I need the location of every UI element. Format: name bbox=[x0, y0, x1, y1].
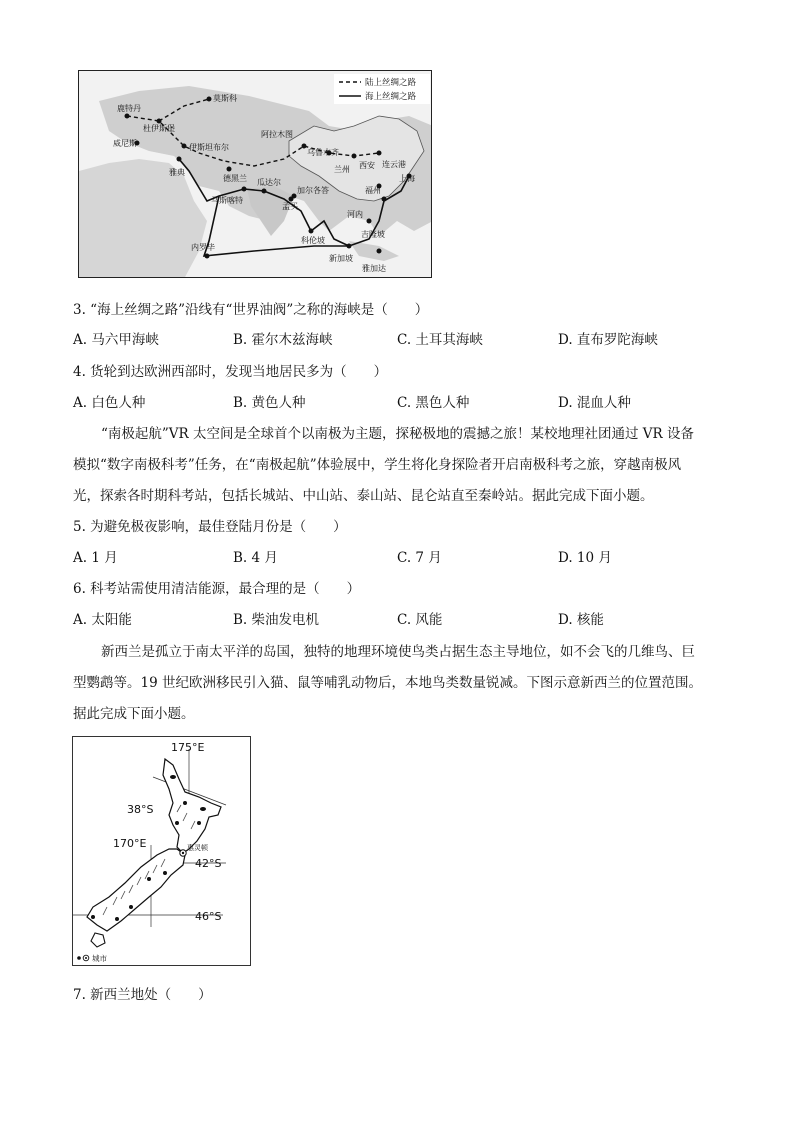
label-singapore: 新加坡 bbox=[329, 254, 353, 263]
label-gwadar: 瓜达尔 bbox=[257, 178, 281, 187]
label-lat-46: 46°S bbox=[195, 910, 222, 923]
label-lon-170: 170°E bbox=[113, 837, 147, 850]
north-island bbox=[163, 759, 221, 853]
label-mumbai: 孟买 bbox=[282, 202, 298, 211]
legend-sea-label: 海上丝绸之路 bbox=[365, 92, 417, 102]
label-hanoi: 河内 bbox=[347, 210, 363, 219]
label-lianyungang: 连云港 bbox=[382, 160, 406, 169]
q6-option-c[interactable]: C. 风能 bbox=[397, 612, 443, 628]
map1-legend bbox=[334, 74, 430, 104]
q3-stem: 3. “海上丝绸之路”沿线有“世界油阀”之称的海峡是（ ） bbox=[73, 302, 429, 318]
q5-option-a[interactable]: A. 1 月 bbox=[73, 550, 118, 566]
label-shanghai: 上海 bbox=[399, 174, 415, 183]
label-lat-38: 38°S bbox=[127, 803, 154, 816]
label-muscat: 马斯喀特 bbox=[211, 196, 243, 205]
q6-option-d[interactable]: D. 核能 bbox=[558, 612, 604, 628]
label-kolkata: 加尔各答 bbox=[297, 186, 329, 195]
label-xian: 西安 bbox=[359, 161, 375, 170]
passage1-line3: 光，探索各时期科考站，包括长城站、中山站、泰山站、昆仑站直至秦岭站。据此完成下面小题。 bbox=[73, 488, 654, 504]
new-zealand-map-svg bbox=[73, 737, 251, 966]
label-rotterdam: 鹿特丹 bbox=[117, 104, 141, 113]
label-istanbul: 伊斯坦布尔 bbox=[189, 143, 229, 152]
q5-stem: 5. 为避免极夜影响，最佳登陆月份是（ ） bbox=[73, 519, 347, 535]
label-nairobi: 内罗毕 bbox=[191, 243, 215, 252]
q6-option-b[interactable]: B. 柴油发电机 bbox=[233, 612, 320, 628]
stewart-island bbox=[91, 933, 105, 947]
q3-option-d[interactable]: D. 直布罗陀海峡 bbox=[558, 332, 658, 348]
label-almaty: 阿拉木图 bbox=[261, 130, 293, 139]
label-athens: 雅典 bbox=[169, 168, 185, 177]
passage2-line1: 新西兰是孤立于南太平洋的岛国，独特的地理环境使鸟类占据生态主导地位，如不会飞的几维鸟、巨 bbox=[101, 644, 695, 660]
passage2-line3: 据此完成下面小题。 bbox=[73, 706, 195, 722]
q4-option-b[interactable]: B. 黄色人种 bbox=[233, 395, 306, 411]
q5-option-d[interactable]: D. 10 月 bbox=[558, 550, 612, 566]
q6-stem: 6. 科考站需使用清洁能源，最合理的是（ ） bbox=[73, 581, 361, 597]
map2-legend bbox=[77, 953, 107, 963]
q3-option-b[interactable]: B. 霍尔木兹海峡 bbox=[233, 332, 333, 348]
label-colombo: 科伦坡 bbox=[301, 236, 325, 245]
silk-road-map-svg bbox=[79, 71, 432, 278]
new-zealand-map bbox=[72, 736, 251, 966]
label-lat-42: 42°S bbox=[195, 857, 222, 870]
label-fuzhou: 福州 bbox=[365, 186, 381, 195]
passage1-line1: “南极起航”VR 太空间是全球首个以南极为主题，探秘极地的震撼之旅！某校地理社团通过 VR 设备 bbox=[101, 426, 695, 442]
q4-option-d[interactable]: D. 混血人种 bbox=[558, 395, 631, 411]
label-kl: 吉隆坡 bbox=[361, 230, 385, 239]
q6-option-a[interactable]: A. 太阳能 bbox=[73, 612, 132, 628]
silk-road-map bbox=[78, 70, 432, 278]
label-moscow: 莫斯科 bbox=[213, 94, 237, 103]
q3-option-c[interactable]: C. 土耳其海峡 bbox=[397, 332, 483, 348]
legend-land-label: 陆上丝绸之路 bbox=[365, 78, 417, 88]
passage1-line2: 模拟“数字南极科考”任务，在“南极起航”体验展中，学生将化身探险者开启南极科考之旅，穿越南极风 bbox=[73, 457, 682, 473]
passage2-line2: 型鹦鹉等。19 世纪欧洲移民引入猫、鼠等哺乳动物后，本地鸟类数量锐减。下图示意新西兰的位置范围。 bbox=[73, 675, 702, 691]
capital-dot bbox=[182, 852, 184, 854]
label-wellington: 惠灵顿 bbox=[187, 844, 208, 852]
label-tehran: 德黑兰 bbox=[223, 174, 247, 183]
label-urumqi: 乌鲁木齐 bbox=[307, 148, 339, 157]
q4-option-a[interactable]: A. 白色人种 bbox=[73, 395, 146, 411]
label-lanzhou: 兰州 bbox=[334, 165, 350, 174]
q4-stem: 4. 货轮到达欧洲西部时，发现当地居民多为（ ） bbox=[73, 364, 388, 380]
graticule bbox=[73, 749, 226, 927]
south-island bbox=[87, 849, 185, 931]
legend-city-label: 城市 bbox=[92, 954, 107, 963]
label-duisburg: 杜伊斯堡 bbox=[143, 124, 175, 133]
q7-stem: 7. 新西兰地处（ ） bbox=[73, 987, 212, 1003]
q5-option-c[interactable]: C. 7 月 bbox=[397, 550, 442, 566]
label-lon-175: 175°E bbox=[171, 741, 205, 754]
q5-option-b[interactable]: B. 4 月 bbox=[233, 550, 278, 566]
q3-option-a[interactable]: A. 马六甲海峡 bbox=[73, 332, 159, 348]
label-jakarta: 雅加达 bbox=[362, 264, 386, 273]
q4-option-c[interactable]: C. 黑色人种 bbox=[397, 395, 470, 411]
label-venice: 威尼斯 bbox=[113, 139, 137, 148]
